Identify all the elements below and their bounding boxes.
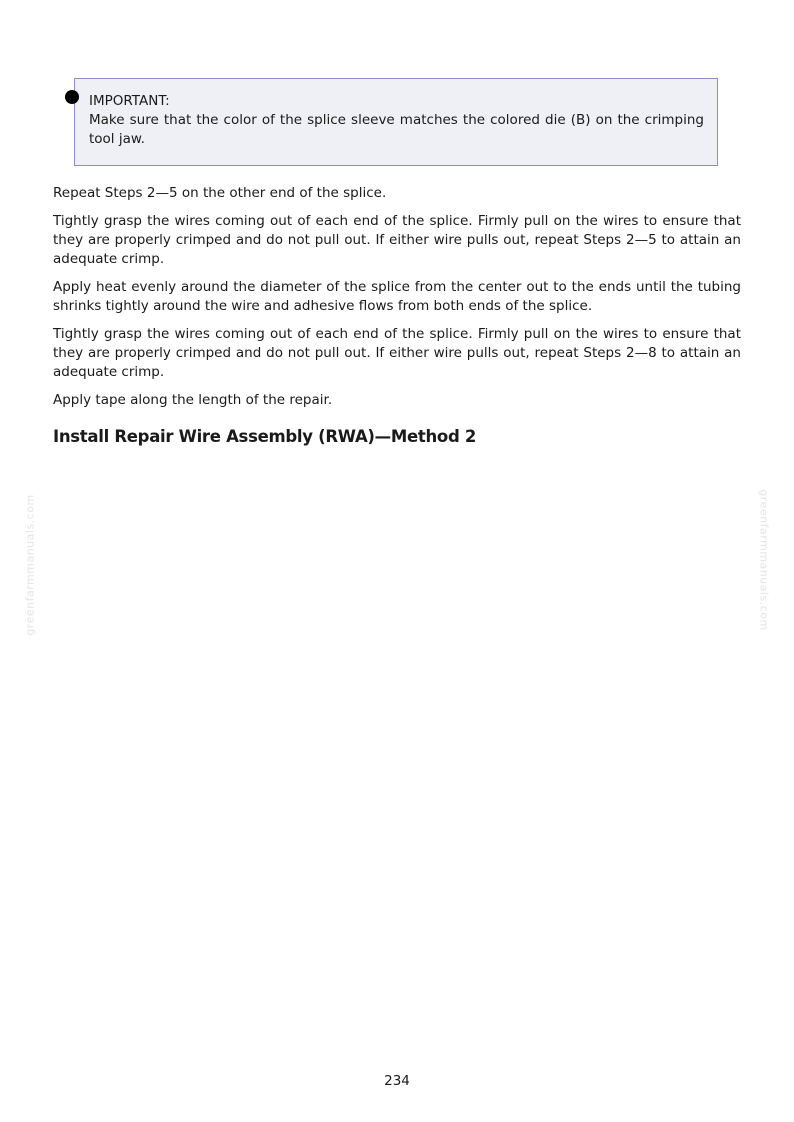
notice-title: IMPORTANT: xyxy=(89,93,170,109)
main-content xyxy=(53,184,741,448)
paragraph-apply-tape: Apply tape along the length of the repair. xyxy=(53,392,333,408)
section-heading: Install Repair Wire Assembly (RWA)—Method 2 xyxy=(53,427,477,446)
watermark-right: greenfarmmanuals.com xyxy=(757,489,771,631)
watermark-left: greenfarmmanuals.com xyxy=(23,494,37,636)
paragraph-check-crimp: Tightly grasp the wires coming out of each end of the splice. Firmly pull on the wires to ensure that they are properly crimped and do not pull out. If either wire pulls out, repeat Steps 2—5 to attain an adequate crimp. xyxy=(53,213,741,267)
important-notice xyxy=(74,78,718,166)
bullet-icon xyxy=(65,90,79,104)
paragraph-apply-heat: Apply heat evenly around the diameter of the splice from the center out to the ends until the tubing shrinks tightly around the wire and adhesive flows from both ends of the splice. xyxy=(53,279,741,314)
notice-body: Make sure that the color of the splice sleeve matches the colored die (B) on the crimping tool jaw. xyxy=(89,112,704,147)
page-number: 234 xyxy=(384,1073,410,1089)
paragraph-check-crimp-again: Tightly grasp the wires coming out of each end of the splice. Firmly pull on the wires to ensure that they are properly crimped and do not pull out. If either wire pulls out, repeat Steps 2—8 to attain an adequate crimp. xyxy=(53,326,741,380)
paragraph-repeat-steps: Repeat Steps 2—5 on the other end of the splice. xyxy=(53,185,387,201)
